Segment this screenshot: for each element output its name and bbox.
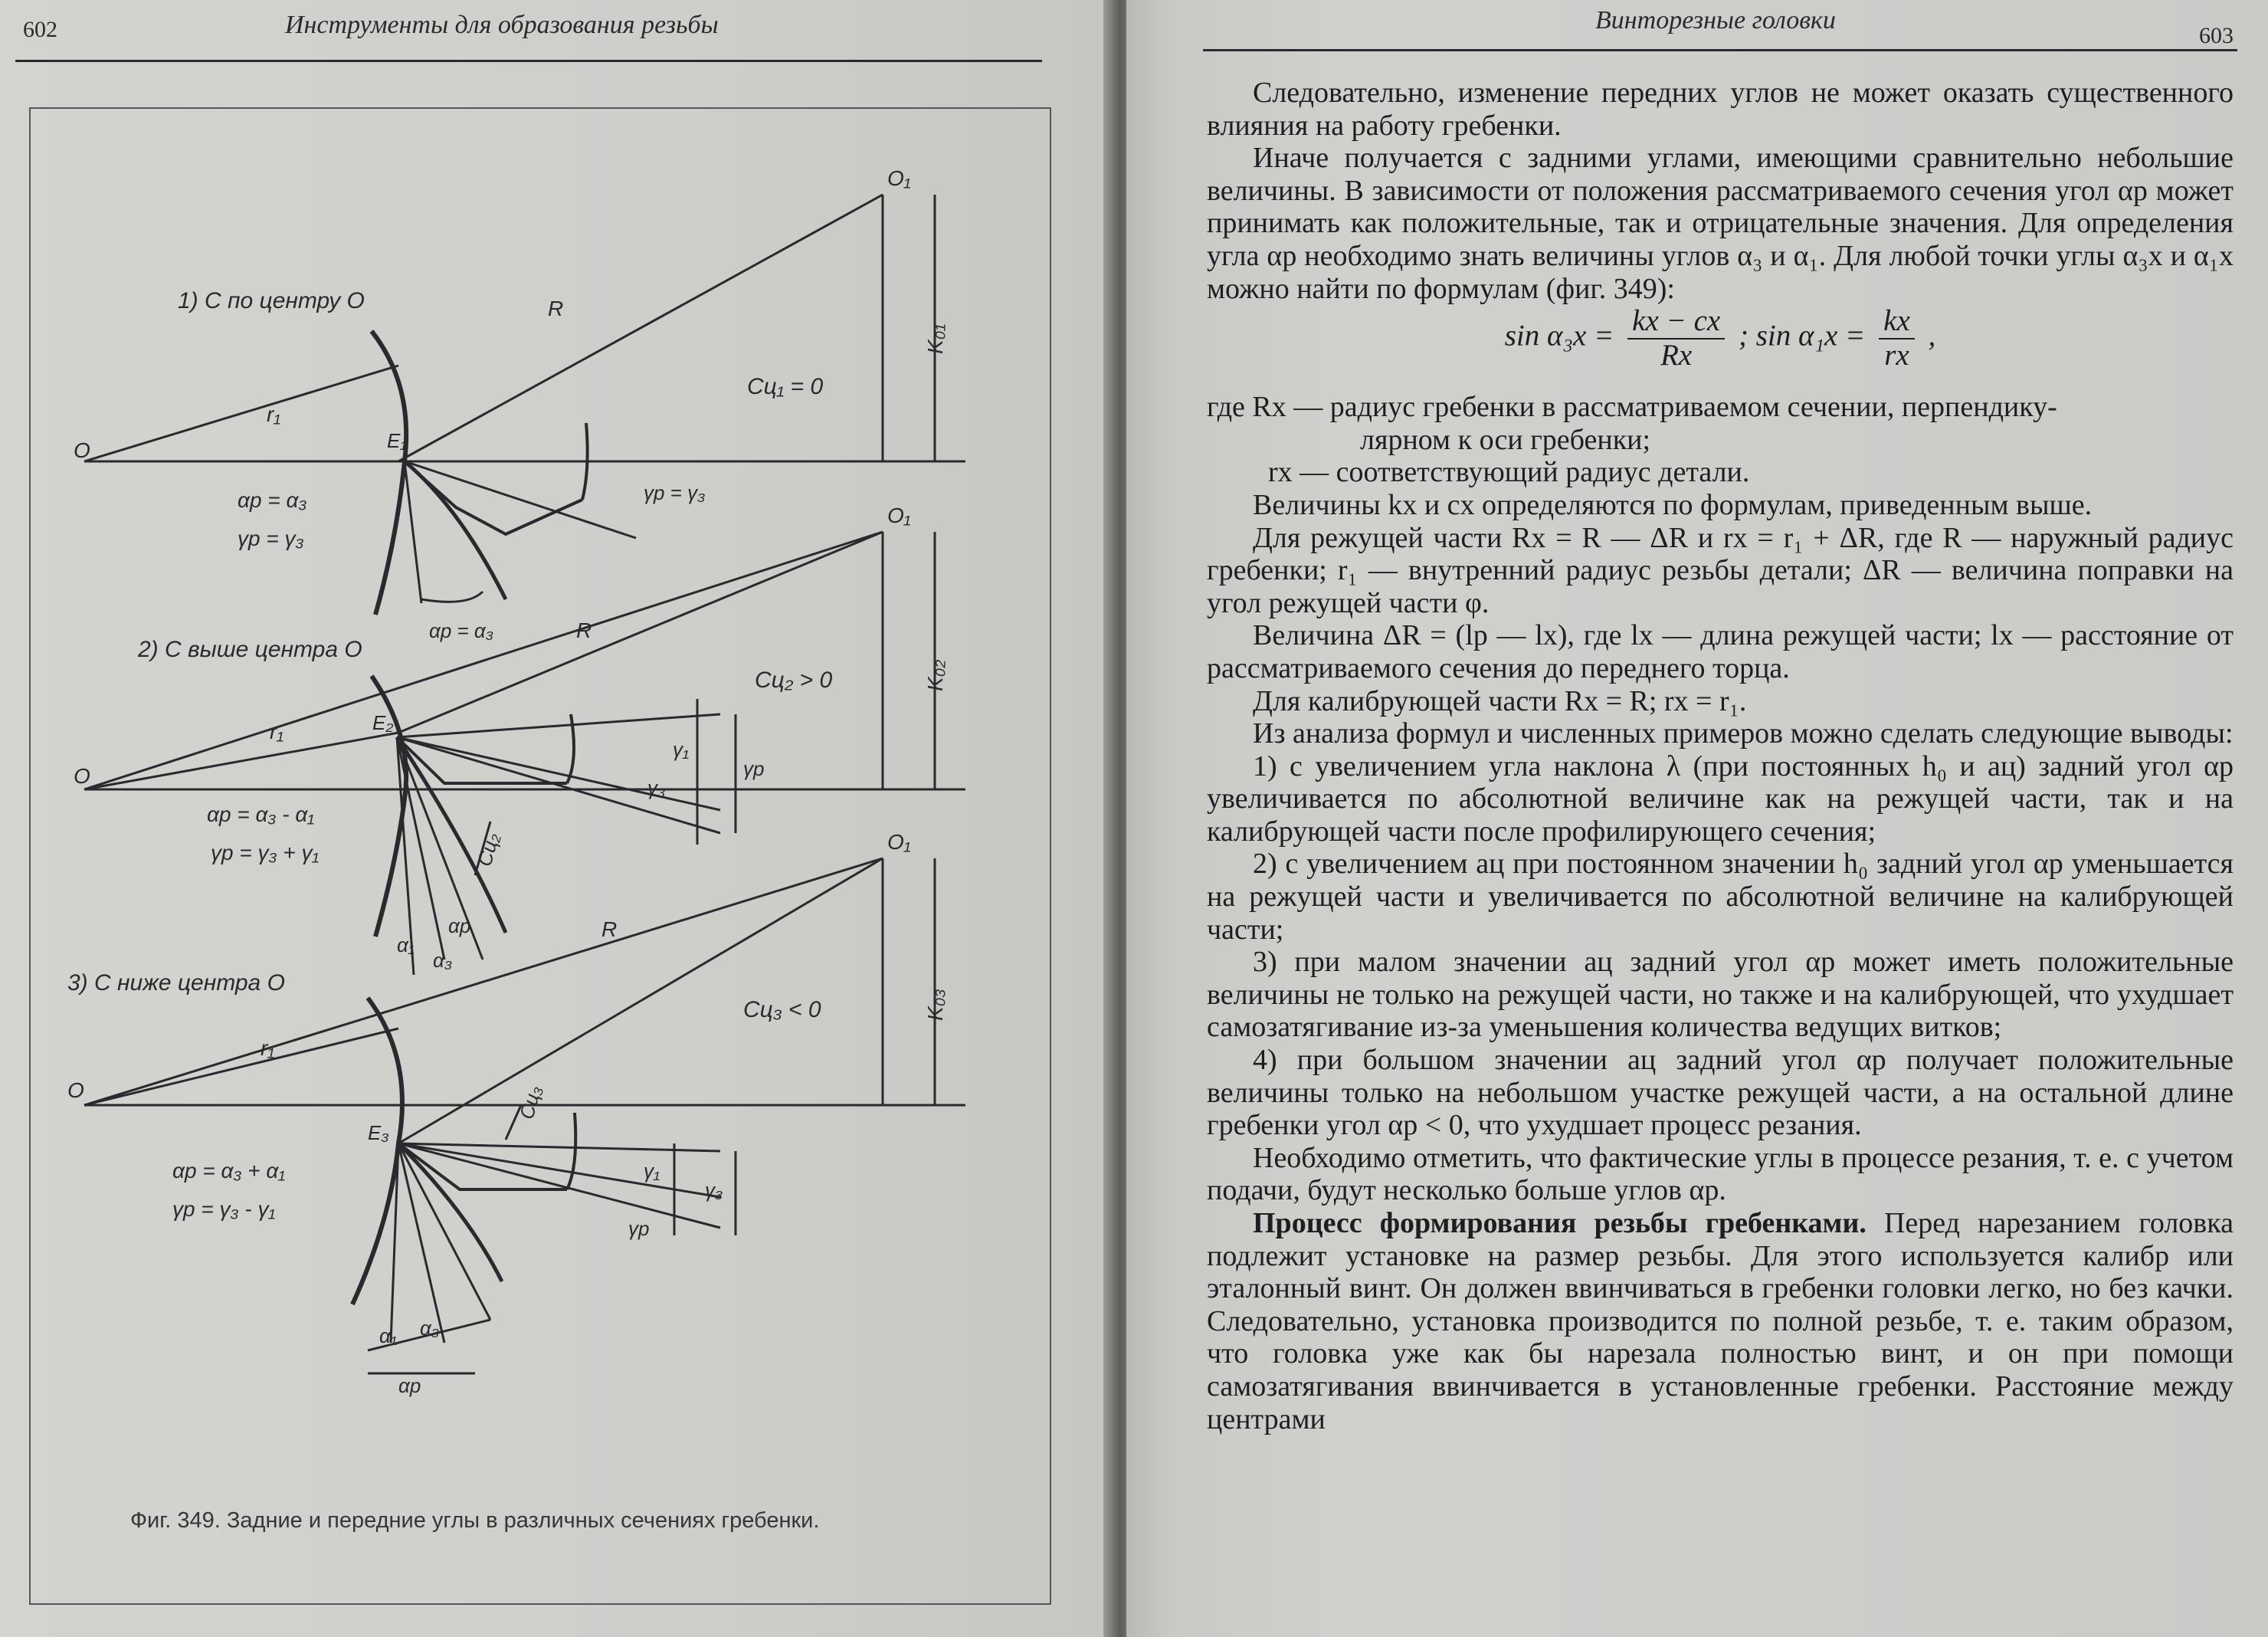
s3-c-label: Сц₃ < 0 [743, 997, 821, 1022]
s1-r1-label: r₁ [267, 402, 281, 426]
s3-g3: γ₃ [705, 1179, 723, 1202]
s3-r1-label: r₁ [261, 1036, 275, 1060]
fraction-1-den: Rx [1660, 338, 1693, 372]
section-1-title: 1) С по центру О [178, 288, 365, 313]
section-3-title: 3) С ниже центра О [67, 970, 285, 996]
s2-ap: αp [448, 914, 471, 937]
s1-e-label: E₁ [387, 429, 407, 452]
s1-c-label: Сц₁ = 0 [747, 374, 824, 399]
s2-a3: α₃ [433, 949, 453, 972]
left-running-head: Инструменты для образования резьбы [285, 11, 719, 39]
s1-alpha-eq: αp = α₃ [238, 488, 307, 512]
list-item: 4) при большом значении aц задний угол αp получает положительные величины только на небольшом участке режущей части, а на остальной длине гребенки угол αp < 0, что ухудшает процесс резания. [1207, 1044, 2234, 1142]
formula-end: , [1928, 319, 1936, 353]
s1-r-label: R [548, 297, 564, 320]
figure-frame [29, 107, 1051, 1605]
list-item: 3) при малом значении aц задний угол αp может иметь положительные величины не только на режущей части, но также и на калибрующей, что ухудшает самозатягивание из-за уменьшения количества ведущих витков; [1207, 946, 2234, 1044]
formula-lhs1: sin α₃x = [1504, 319, 1614, 353]
s2-g1: γ₁ [673, 738, 690, 761]
where-line-2: лярном к оси гребенки; [1360, 423, 1651, 456]
right-head-rule [1203, 49, 2237, 51]
s2-e-label: E₂ [372, 711, 394, 734]
paragraph: Величины kx и cx определяются по формулам, приведенным выше. [1253, 488, 2093, 521]
s3-a3: α₃ [420, 1317, 440, 1340]
paragraph: Из анализа формул и численных примеров можно сделать следующие выводы: [1253, 717, 2234, 750]
formula-sep: ; sin α₁x = [1738, 319, 1866, 353]
s2-o-left: О [74, 764, 90, 788]
paragraph: Следовательно, изменение передних углов не может оказать существенного влияния на работу гребенки. [1207, 77, 2234, 142]
left-page-number: 602 [23, 17, 57, 42]
section-text: Перед нарезанием головка подлежит установке на размер резьбы. Для этого используется калибр или эталонный винт. Он должен ввинчиваться в гребенки головки легко, но без качки. Следовательно, установка производится по полной резьбе, т. е. таким образом, что головка уже как бы нарезала полностью винт, и он при помощи самозатягивания ввинчивается в установленные гребенки. Расстояние между центрами [1207, 1207, 2234, 1435]
s1-gamma-eq: γp = γ₃ [238, 527, 304, 550]
paragraph: Величина ΔR = (lp — lx), где lx — длина режущей части; lx — расстояние от рассматриваемого сечения до переднего торца. [1207, 619, 2234, 684]
fraction-2-den: rx [1884, 338, 1909, 372]
right-page-number: 603 [2199, 23, 2234, 48]
s2-cu: Сц₂ [472, 830, 504, 869]
s3-gp: γp [628, 1217, 650, 1240]
where-line-1: где Rx — радиус гребенки в рассматриваемом сечении, перпендику- [1207, 391, 2057, 424]
s3-e-label: E₃ [368, 1121, 389, 1144]
figure-caption: Фиг. 349. Задние и передние углы в различных сечениях гребенки. [130, 1508, 820, 1533]
s2-c-label: Сц₂ > 0 [755, 668, 833, 693]
figure-drawing [31, 109, 1050, 1603]
s3-a1: α₁ [379, 1324, 398, 1347]
list-item: 1) с увеличением угла наклона λ (при постоянных h₀ и aц) задний угол αp увеличивается по абсолютной величине как на режущей части, так и на калибрующей части после профилирующего сечения; [1207, 750, 2234, 848]
section-2-title: 2) С выше центра О [138, 637, 362, 662]
s2-o-top: О₁ [887, 504, 911, 527]
s3-o-left: О [67, 1078, 84, 1102]
where-line-3: rx — соответствующий радиус детали. [1268, 456, 1750, 489]
fraction-2-num: kx [1879, 305, 1915, 340]
section-heading-inline: Процесс формирования резьбы гребенками. [1253, 1207, 1867, 1239]
fraction-1 [1627, 305, 1725, 372]
right-running-head: Винторезные головки [1595, 6, 1836, 34]
left-page [0, 0, 1113, 1637]
s1-alpha-bottom: αp = α₃ [429, 619, 494, 642]
fraction-2 [1879, 305, 1915, 372]
s2-r-label: R [576, 618, 592, 642]
s1-o-left: О [74, 438, 90, 462]
s3-alpha-eq: αp = α₃ + α₁ [172, 1159, 286, 1183]
s2-k-label: K₀₂ [923, 659, 947, 691]
s3-o-top: О₁ [887, 830, 911, 854]
s2-a1: α₁ [397, 933, 415, 956]
s2-r1-label: r₁ [270, 720, 284, 743]
s1-k-label: K₀₁ [923, 323, 947, 354]
s2-gamma-eq: γp = γ₃ + γ₁ [211, 841, 320, 864]
paragraph: Для калибрующей части Rx = R; rx = r₁. [1253, 684, 1747, 717]
paragraph: Для режущей части Rx = R — ΔR и rx = r₁ + ΔR, где R — наружный радиус гребенки; r₁ — внутренний радиус резьбы детали; ΔR — величина поправки на угол режущей части φ. [1207, 521, 2234, 619]
s3-gamma-eq: γp = γ₃ - γ₁ [172, 1197, 276, 1221]
left-head-rule [15, 60, 1042, 62]
paragraph: Необходимо отметить, что фактические углы в процессе резания, т. е. с учетом подачи, будут несколько больше углов αp. [1207, 1141, 2234, 1207]
s3-k-label: K₀₃ [923, 989, 947, 1021]
paragraph: Иначе получается с задними углами, имеющими сравнительно небольшие величины. В зависимости от положения рассматриваемого сечения угол αp может принимать как положительные, так и отрицательные значения. Для определения угла αp необходимо знать величины углов α₃ и α₁. Для любой точки углы α₃x и α₁x можно найти по формулам (фиг. 349): [1207, 142, 2234, 305]
s3-r-label: R [601, 917, 618, 941]
s1-o-top: О₁ [887, 166, 911, 190]
s3-g1: γ₁ [644, 1160, 660, 1183]
s3-ap: αp [398, 1374, 421, 1397]
paragraph-section-start [1207, 1207, 2234, 1435]
s1-gamma-right: γp = γ₃ [644, 481, 706, 504]
s3-cu: Сц₃ [514, 1083, 546, 1122]
s2-alpha-eq: αp = α₃ - α₁ [207, 802, 315, 826]
list-item: 2) с увеличением aц при постоянном значении h₀ задний угол αp уменьшается на режущей части и увеличивается по абсолютной величине на калибрующей части; [1207, 848, 2234, 946]
s2-g3: γ₃ [647, 776, 666, 799]
formula-sin [1207, 305, 2234, 391]
fraction-1-num: kx − cx [1627, 305, 1725, 340]
body-text [1207, 77, 2234, 1435]
s2-gp: γp [743, 757, 765, 780]
